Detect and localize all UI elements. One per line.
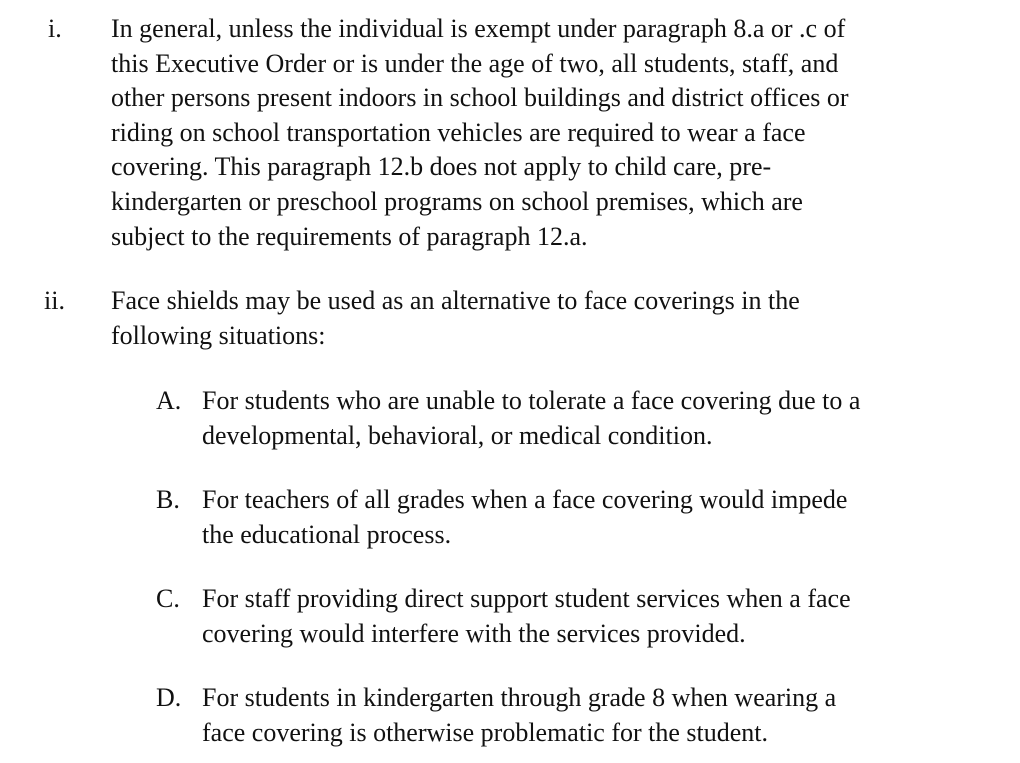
text-line: the educational process. (202, 519, 452, 549)
text-line: kindergarten or preschool programs on school premises, which are (111, 186, 803, 216)
text-line: Face shields may be used as an alternative to face coverings in the (111, 286, 800, 315)
sub-item-b-text (202, 483, 847, 552)
text-line: subject to the requirements of paragraph 12.a. (111, 221, 588, 251)
text-line: For staff providing direct support student services when a face (202, 584, 851, 613)
text-line: covering. This paragraph 12.b does not apply to child care, pre- (111, 152, 772, 182)
list-marker-i: i. (48, 14, 62, 43)
sub-item-a-text (202, 384, 860, 453)
sub-marker-b: B. (156, 485, 180, 514)
text-line: following situations: (111, 320, 326, 350)
text-line: face covering is otherwise problematic for the student. (202, 717, 769, 747)
sub-item-d-text (202, 681, 836, 750)
sub-marker-c: C. (156, 584, 180, 613)
text-line: covering would interfere with the services provided. (202, 618, 746, 648)
sub-item-c-text (202, 582, 851, 651)
text-line: For students in kindergarten through grade 8 when wearing a (202, 683, 837, 712)
list-item-ii-text (111, 284, 991, 353)
text-line: riding on school transportation vehicles are required to wear a face (111, 117, 806, 147)
list-marker-ii: ii. (44, 286, 65, 315)
text-line: developmental, behavioral, or medical condition. (202, 420, 713, 450)
sub-marker-d: D. (156, 683, 182, 712)
text-line: this Executive Order or is under the age of two, all students, staff, and (111, 48, 839, 78)
list-item-i-text (111, 12, 991, 254)
text-line: For students who are unable to tolerate a face covering due to a (202, 386, 861, 415)
text-line: other persons present indoors in school buildings and district offices or (111, 83, 849, 113)
sub-marker-a: A. (156, 386, 182, 415)
text-line: In general, unless the individual is exempt under paragraph 8.a or .c of (111, 14, 846, 43)
text-line: For teachers of all grades when a face covering would impede (202, 485, 848, 514)
